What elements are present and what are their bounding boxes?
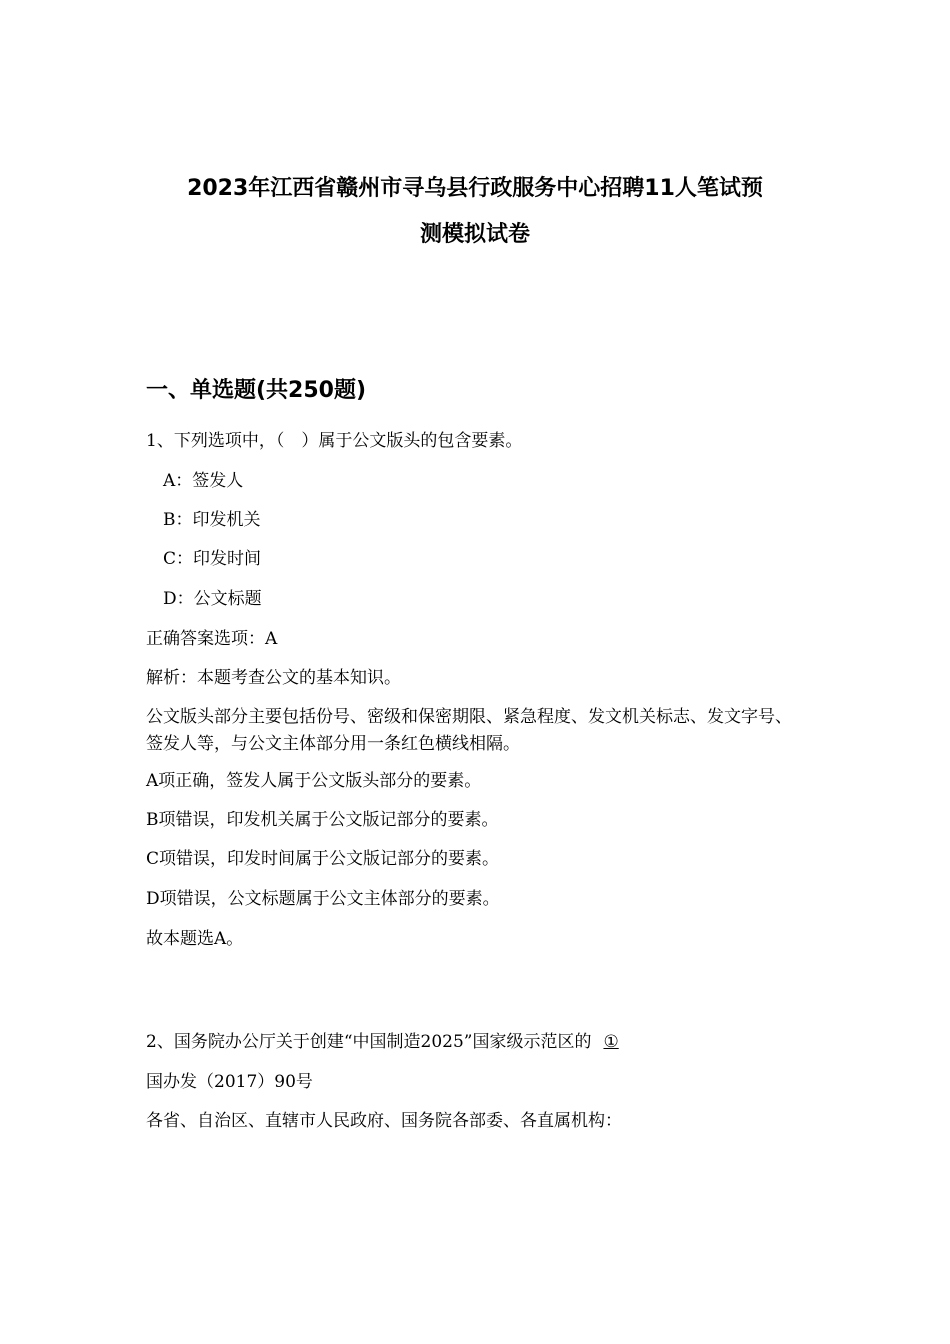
question-1-conclusion: 故本题选A。 [146, 929, 244, 949]
question-2-stem-line [146, 1029, 623, 1055]
section-heading: 一、单选题(共250题) [146, 378, 367, 403]
question-1-analysis-point: B项错误，印发机关属于公文版记部分的要素。 [146, 810, 499, 830]
question-2-doc-number: 国办发（2017）90号 [146, 1072, 313, 1092]
question-1-option-c: C：印发时间 [163, 549, 262, 569]
document-title [120, 166, 830, 258]
question-1-answer: 正确答案选项：A [146, 629, 278, 649]
question-2-recipients: 各省、自治区、直辖市人民政府、国务院各部委、各直属机构： [146, 1111, 622, 1131]
question-1-option-d: D：公文标题 [163, 589, 262, 609]
question-2-blank: ① [603, 1032, 619, 1052]
question-1-option-b: B：印发机关 [163, 510, 261, 530]
question-1-analysis-point: C项错误，印发时间属于公文版记部分的要素。 [146, 849, 500, 869]
question-2-stem: 2、国务院办公厅关于创建“中国制造2025”国家级示范区的 [146, 1032, 592, 1052]
question-1-analysis-intro: 解析：本题考查公文的基本知识。 [146, 668, 401, 688]
title-line-1: 2023年江西省赣州市寻乌县行政服务中心招聘11人笔试预 [187, 176, 763, 201]
question-1-option-a: A：签发人 [163, 471, 244, 491]
question-1-stem: 1、下列选项中，（ ）属于公文版头的包含要素。 [146, 431, 523, 451]
question-1-analysis-point: D项错误，公文标题属于公文主体部分的要素。 [146, 889, 500, 909]
question-1-analysis-paragraph: 公文版头部分主要包括份号、密级和保密期限、紧急程度、发文机关标志、发文字号、签发人等，与公文主体部分用一条红色横线相隔。 [146, 707, 792, 754]
title-line-2: 测模拟试卷 [419, 222, 530, 247]
question-1-analysis-point: A项正确，签发人属于公文版头部分的要素。 [146, 771, 482, 791]
